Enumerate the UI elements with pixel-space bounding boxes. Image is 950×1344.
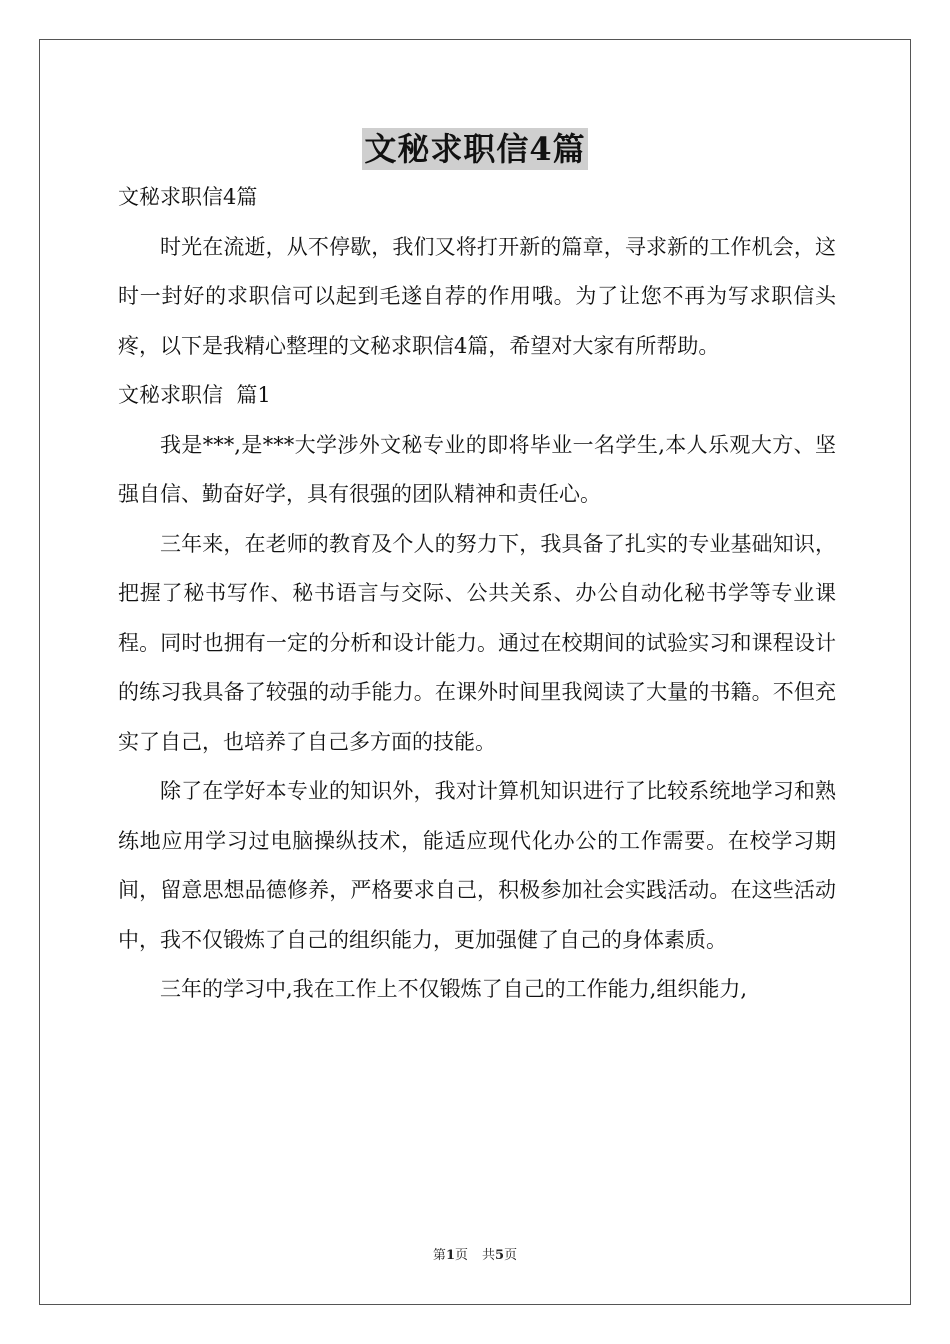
page-suffix: 页 — [454, 1248, 468, 1263]
total-prefix: 共 — [482, 1248, 496, 1263]
title-wrapper — [0, 128, 950, 170]
paragraph-6: 三年的学习中,我在工作上不仅锻炼了自己的工作能力,组织能力, — [160, 977, 748, 1001]
paragraph-0: 文秘求职信4篇 — [118, 185, 258, 209]
paragraph-3: 我是***,是***大学涉外文秘专业的即将毕业一名学生,本人乐观大方、坚强自信、勤奋好学，具有很强的团队精神和责任心。 — [118, 432, 836, 506]
total-suffix: 页 — [504, 1248, 518, 1263]
page-current: 1 — [445, 1248, 455, 1263]
document-title: 文秘求职信4篇 — [364, 130, 586, 168]
section-heading: 文秘求职信 篇1 — [118, 383, 271, 407]
paragraph-5: 除了在学好本专业的知识外，我对计算机知识进行了比较系统地学习和熟练地应用学习过电脑操纵技术，能适应现代化办公的工作需要。在校学习期间，留意思想品德修养，严格要求自己，积极参加社会实践活动。在这些活动中，我不仅锻炼了自己的组织能力，更加强健了自己的身体素质。 — [118, 779, 836, 952]
page-prefix: 第 — [432, 1248, 446, 1263]
paragraph-1: 时光在流逝，从不停歇，我们又将打开新的篇章，寻求新的工作机会，这时一封好的求职信可以起到毛遂自荐的作用哦。为了让您不再为写求职信头疼，以下是我精心整理的文秘求职信4篇，希望对大家有所帮助。 — [118, 234, 836, 358]
page-total: 5 — [495, 1248, 505, 1263]
document-body — [118, 173, 836, 1015]
paragraph-4: 三年来，在老师的教育及个人的努力下，我具备了扎实的专业基础知识，把握了秘书写作、秘书语言与交际、公共关系、办公自动化秘书学等专业课程。同时也拥有一定的分析和设计能力。通过在校期间的试验实习和课程设计的练习我具备了较强的动手能力。在课外时间里我阅读了大量的书籍。不但充实了自己，也培养了自己多方面的技能。 — [118, 531, 836, 754]
page-footer — [0, 1247, 950, 1265]
